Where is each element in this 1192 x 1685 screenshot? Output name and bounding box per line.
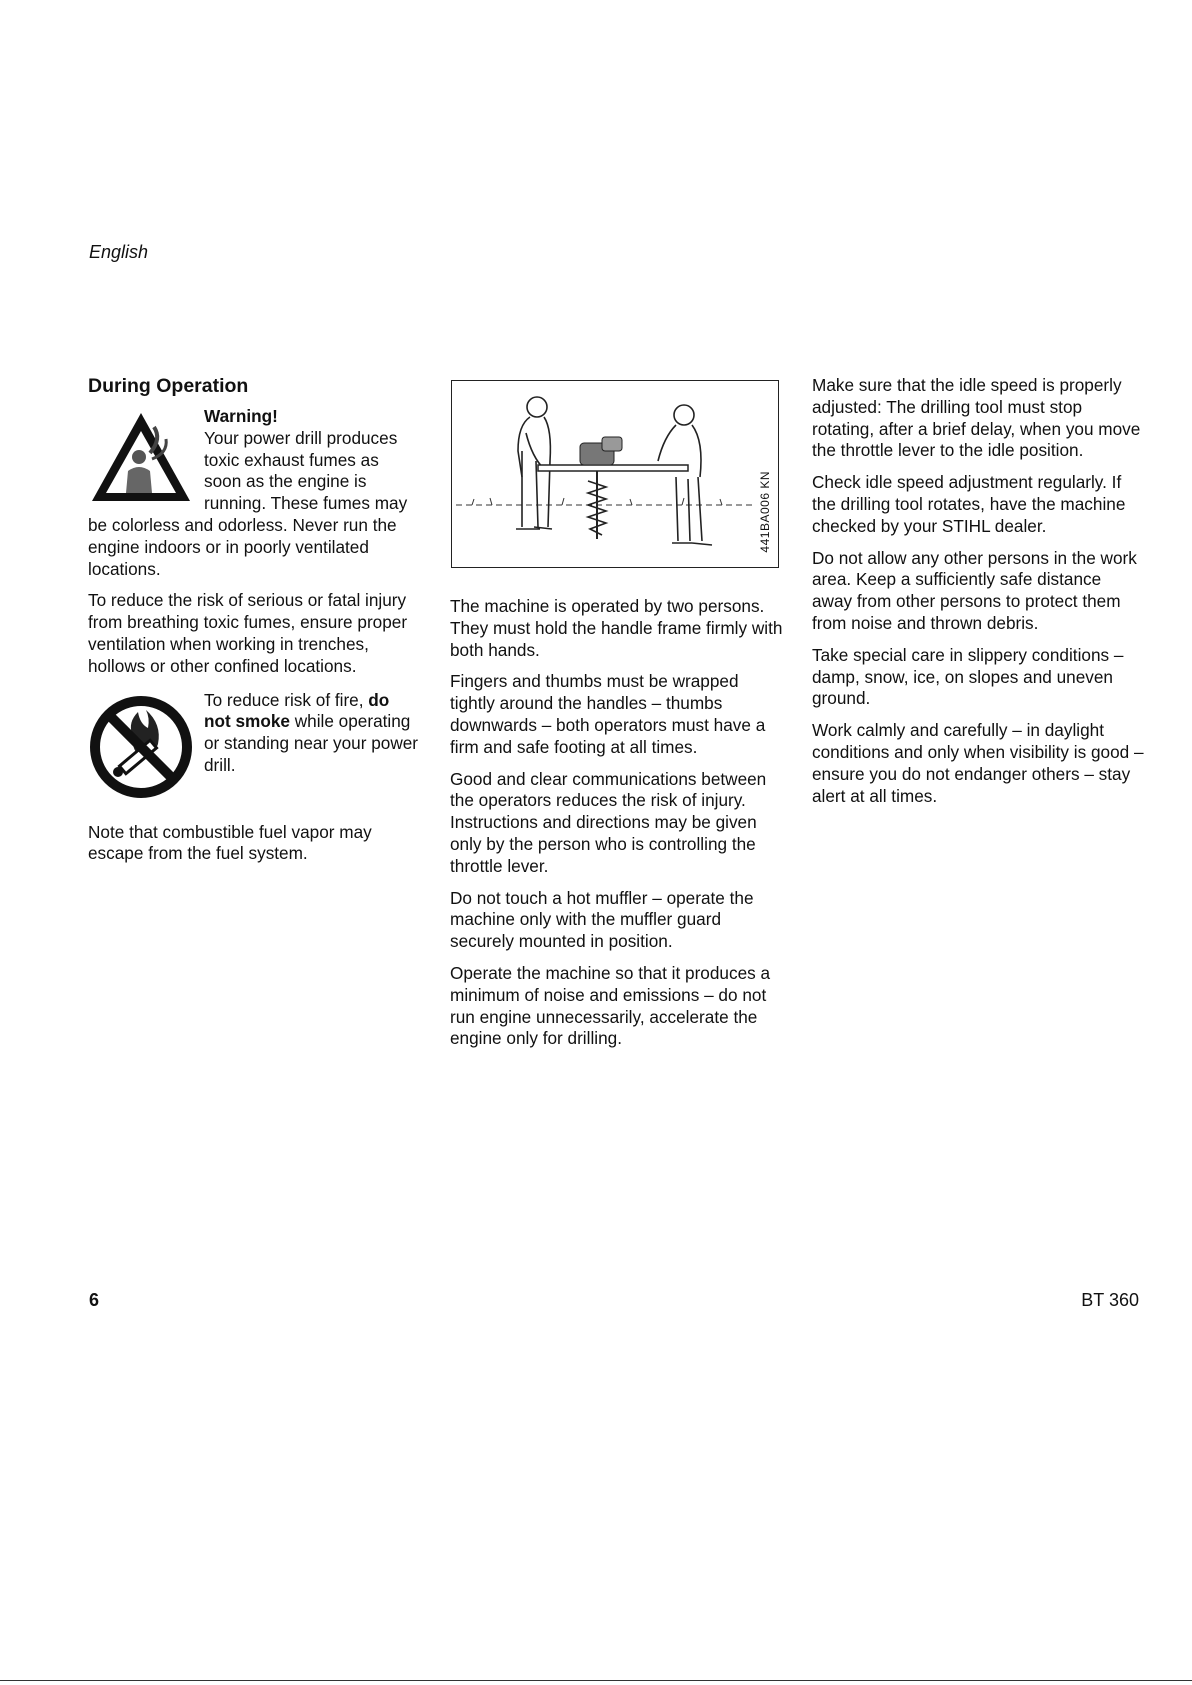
fire-block (88, 690, 418, 798)
model-name: BT 360 (1081, 1290, 1139, 1310)
right-column (812, 375, 1144, 817)
right-paragraph: Take special care in slippery conditions – damp, snow, ice, on slopes and uneven ground. (812, 644, 1124, 709)
ventilation-paragraph: To reduce the risk of serious or fatal injury from breathing toxic fumes, ensure proper ventilation when working in trenches, hollows or other confined locations. (88, 590, 408, 676)
section-heading: During Operation (88, 375, 249, 397)
right-paragraph: Do not allow any other persons in the work area. Keep a sufficiently safe distance away from other persons to protect them from noise and thrown debris. (812, 547, 1137, 633)
two-person-auger-illustration (452, 381, 778, 567)
middle-paragraph: Good and clear communications between the operators reduces the risk of injury. Instructions and directions may be given only by the person who is controlling the throttle lever. (450, 768, 767, 876)
warning-title: Warning! (204, 406, 278, 426)
fire-text-after: while operating or standing near your power drill. (204, 711, 419, 775)
fuel-vapor-paragraph: Note that combustible fuel vapor may escape from the fuel system. (88, 821, 372, 864)
warning-block (88, 406, 418, 580)
right-paragraph: Make sure that the idle speed is properly adjusted: The drilling tool must stop rotating, after a brief delay, when you move the throttle lever to the idle position. (812, 375, 1141, 461)
left-column (88, 374, 418, 875)
middle-paragraph: The machine is operated by two persons. They must hold the handle frame firmly with both hands. (450, 596, 783, 660)
figure-frame (451, 380, 779, 568)
fire-text-bold: do not smoke (204, 689, 390, 732)
no-smoking-icon (88, 694, 194, 806)
right-paragraph: Work calmly and carefully – in daylight conditions and only when visibility is good – ensure you do not endanger others – stay alert at all times. (812, 720, 1144, 806)
middle-paragraph: Do not touch a hot muffler – operate the machine only with the muffler guard securely mounted in position. (450, 887, 754, 952)
toxic-fumes-warning-icon (88, 409, 194, 511)
right-paragraph: Check idle speed adjustment regularly. If the drilling tool rotates, have the machine checked by your STIHL dealer. (812, 472, 1126, 536)
page-number: 6 (89, 1290, 100, 1310)
warning-text: Your power drill produces toxic exhaust fumes as soon as the engine is running. These fumes may be colorless and odorless. Never run the engine indoors or in poorly ventilated locations. (88, 427, 408, 579)
fire-text-before: To reduce risk of fire, (204, 689, 369, 710)
figure-code: 441BA006 KN (758, 471, 772, 553)
bottom-rule (0, 1680, 1192, 1681)
middle-paragraph: Fingers and thumbs must be wrapped tightly around the handles – thumbs downwards – both operators must have a firm and safe footing at all times. (450, 671, 766, 757)
middle-paragraph: Operate the machine so that it produces a minimum of noise and emissions – do not run engine unnecessarily, accelerate the engine only for drilling. (450, 962, 771, 1049)
header-language: English (89, 242, 149, 262)
middle-column (450, 596, 785, 1060)
